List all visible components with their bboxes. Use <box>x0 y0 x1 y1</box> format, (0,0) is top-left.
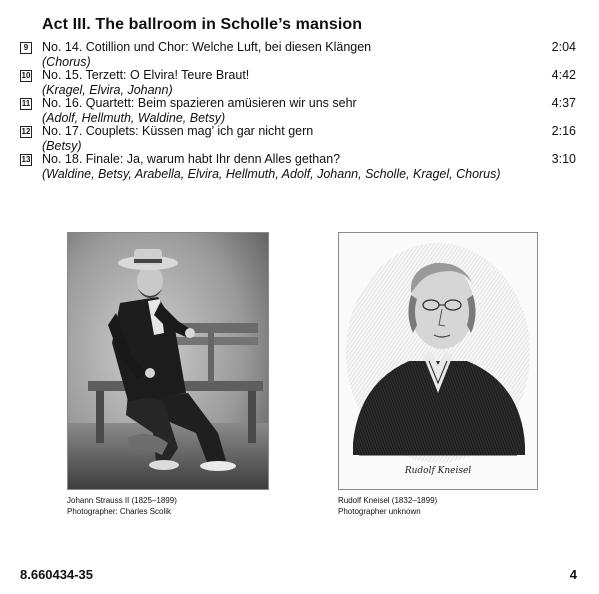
track-duration: 3:10 <box>551 152 576 166</box>
caption-line: Rudolf Kneisel (1832–1899) <box>338 496 438 505</box>
track-duration: 4:37 <box>551 96 576 110</box>
caption-line: Photographer unknown <box>338 507 421 516</box>
track-number-badge: 10 <box>21 71 31 80</box>
caption-line: Johann Strauss II (1825–1899) <box>67 496 177 505</box>
catalogue-number: 8.660434-35 <box>20 567 94 582</box>
track-cast: (Adolf, Hellmuth, Waldine, Betsy) <box>42 111 226 125</box>
track-number-badge: 9 <box>20 42 32 54</box>
photo-rudolf-kneisel <box>338 232 538 490</box>
track-duration: 4:42 <box>551 68 576 82</box>
track-number-badge: 13 <box>21 155 31 164</box>
photo-caption <box>67 495 177 517</box>
track-title: No. 14. Cotillion und Chor: Welche Luft, bei diesen Klängen <box>42 40 372 54</box>
photo-caption <box>338 495 437 517</box>
track-cast: (Kragel, Elvira, Johann) <box>42 83 173 97</box>
signature-text: Rudolf Kneisel <box>404 466 472 476</box>
page-number: 4 <box>569 567 577 582</box>
track-duration: 2:16 <box>551 124 576 138</box>
track-title: No. 18. Finale: Ja, warum habt Ihr denn Alles gethan? <box>42 152 341 166</box>
track-cast: (Betsy) <box>42 139 82 153</box>
caption-line: Photographer: Charles Scolik <box>67 507 172 516</box>
track-title: No. 16. Quartett: Beim spazieren amüsieren wir uns sehr <box>42 96 357 110</box>
track-number-badge: 11 <box>21 99 31 108</box>
photo-johann-strauss <box>67 232 269 490</box>
track-duration: 2:04 <box>551 40 576 54</box>
track-cast: (Chorus) <box>42 55 91 69</box>
act-title: Act III. The ballroom in Scholle’s mansion <box>42 16 363 33</box>
track-cast: (Waldine, Betsy, Arabella, Elvira, Hellmuth, Adolf, Johann, Scholle, Kragel, Chorus) <box>42 167 501 181</box>
track-title: No. 17. Couplets: Küssen mag’ ich gar nicht gern <box>42 124 314 138</box>
track-title: No. 15. Terzett: O Elvira! Teure Braut! <box>42 68 250 82</box>
track-number-badge: 12 <box>21 127 31 136</box>
